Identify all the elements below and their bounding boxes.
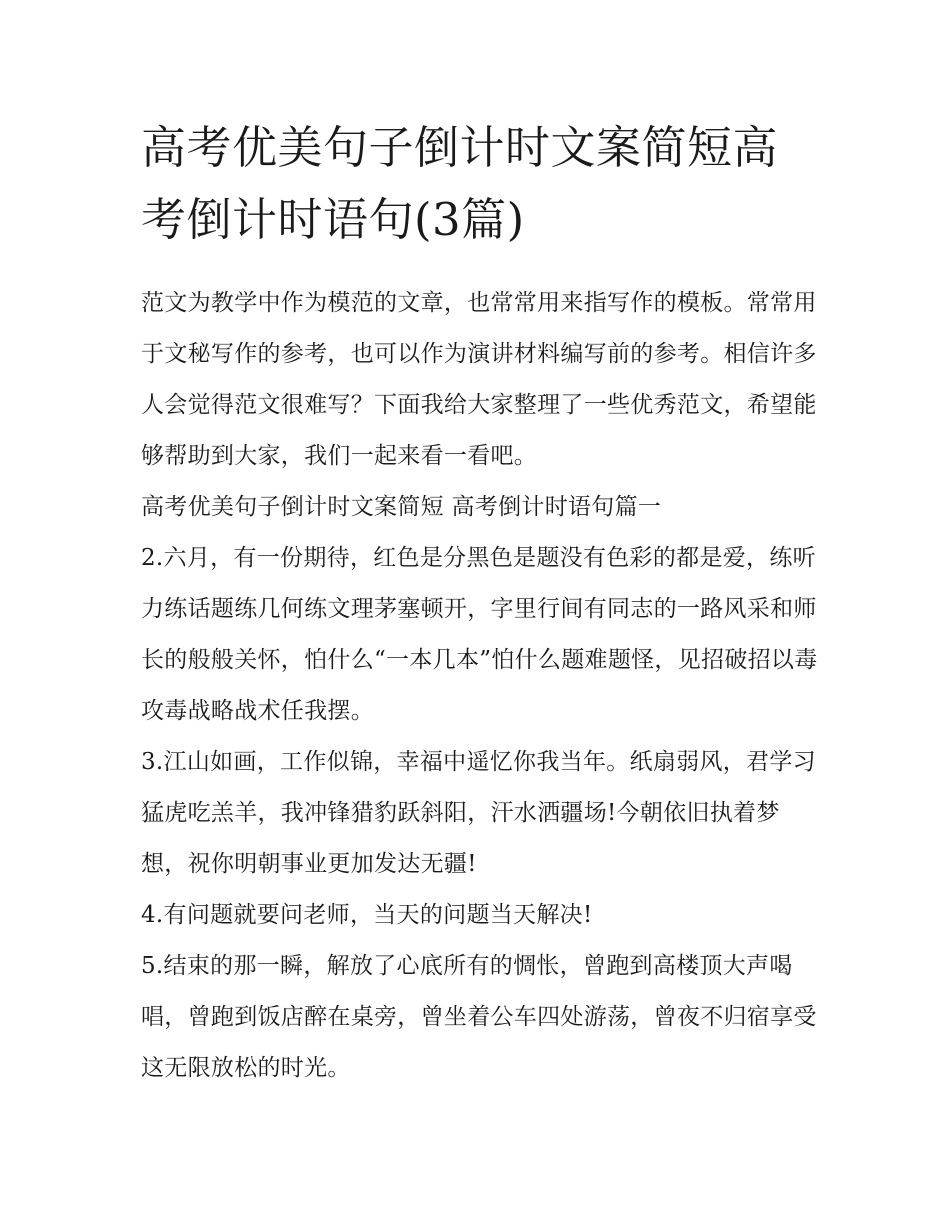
list-item: 4.有问题就要问老师，当天的问题当天解决! xyxy=(141,902,593,928)
list-item: 5.结束的那一瞬，解放了心底所有的惆怅，曾跑到高楼顶大声喝唱，曾跑到饭店醉在桌旁，曾坐着公车四处游荡，曾夜不归宿享受这无限放松的时光。 xyxy=(141,953,817,1081)
list-item: 2.六月，有一份期待，红色是分黑色是题没有色彩的都是爱，练听力练话题练几何练文理茅塞顿开，字里行间有同志的一路风采和师长的般般关怀，怕什么“一本几本”怕什么题难题怪，见招破招以毒攻毒战略战术任我摆。 xyxy=(141,545,818,724)
section-heading: 高考优美句子倒计时文案简短 高考倒计时语句篇一 xyxy=(141,494,662,520)
document-body xyxy=(141,278,821,1094)
intro-paragraph: 范文为教学中作为模范的文章，也常常用来指写作的模板。常常用于文秘写作的参考，也可以作为演讲材料编写前的参考。相信许多人会觉得范文很难写？下面我给大家整理了一些优秀范文，希望能够帮助到大家，我们一起来看一看吧。 xyxy=(141,290,817,469)
document-page xyxy=(141,112,821,1094)
list-item: 3.江山如画，工作似锦，幸福中遥忆你我当年。纸扇弱风，君学习猛虎吃羔羊，我冲锋猎豹跃斜阳，汗水洒疆场!今朝依旧执着梦想，祝你明朝事业更加发达无疆! xyxy=(141,749,816,877)
document-title: 高考优美句子倒计时文案简短高考倒计时语句(3篇) xyxy=(141,121,779,246)
